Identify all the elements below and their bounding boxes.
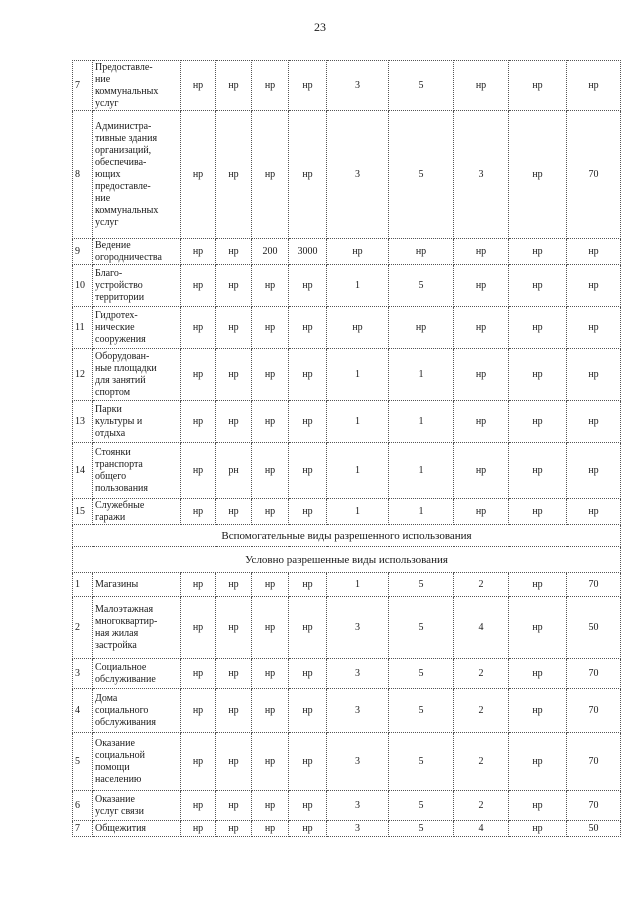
value-cell: нр [216,499,252,525]
value-cell: рн [216,443,252,499]
table-row [73,499,621,525]
use-type-name: Общежития [93,821,181,837]
value-cell: нр [216,733,252,791]
value-cell: нр [289,733,327,791]
row-number: 3 [73,659,93,689]
value-cell: нр [289,443,327,499]
value-cell: нр [454,239,509,265]
value-cell: 50 [567,821,621,837]
value-cell: нр [252,349,289,401]
value-cell: нр [509,401,567,443]
use-type-name: Оказание услуг связи [93,791,181,821]
value-cell: 5 [389,265,454,307]
row-number: 8 [73,111,93,239]
value-cell: нр [252,821,289,837]
value-cell: нр [181,265,216,307]
value-cell: нр [216,573,252,597]
value-cell: нр [454,443,509,499]
value-cell: 70 [567,733,621,791]
value-cell: нр [509,499,567,525]
value-cell: 2 [454,689,509,733]
row-number: 6 [73,791,93,821]
value-cell: 4 [454,821,509,837]
value-cell: нр [454,349,509,401]
value-cell: нр [252,689,289,733]
value-cell: 2 [454,791,509,821]
value-cell: 3 [327,597,389,659]
row-number: 9 [73,239,93,265]
value-cell: нр [509,821,567,837]
value-cell: нр [181,573,216,597]
value-cell: нр [181,733,216,791]
value-cell: нр [216,61,252,111]
value-cell: 1 [389,443,454,499]
value-cell: нр [509,61,567,111]
value-cell: нр [289,265,327,307]
value-cell: нр [181,791,216,821]
value-cell: нр [216,401,252,443]
page-number: 23 [314,20,326,34]
value-cell: 5 [389,597,454,659]
value-cell: нр [289,401,327,443]
value-cell: нр [567,349,621,401]
value-cell: 50 [567,597,621,659]
value-cell: нр [181,307,216,349]
value-cell: нр [181,499,216,525]
value-cell: нр [509,265,567,307]
row-number: 12 [73,349,93,401]
table-row [73,307,621,349]
value-cell: 200 [252,239,289,265]
use-type-name: Благо- устройство территории [93,265,181,307]
use-type-name: Служебные гаражи [93,499,181,525]
row-number: 13 [73,401,93,443]
value-cell: 1 [327,443,389,499]
use-type-name: Парки культуры и отдыха [93,401,181,443]
value-cell: нр [509,733,567,791]
value-cell: 1 [327,349,389,401]
value-cell: нр [509,573,567,597]
value-cell: 70 [567,689,621,733]
value-cell: нр [181,659,216,689]
regulations-table [72,60,621,837]
value-cell: нр [567,499,621,525]
value-cell: нр [289,111,327,239]
row-number: 1 [73,573,93,597]
value-cell: 3 [454,111,509,239]
value-cell: нр [216,821,252,837]
value-cell: нр [509,349,567,401]
value-cell: нр [509,791,567,821]
value-cell: нр [289,499,327,525]
use-type-name: Администра- тивные здания организаций, обеспечива- ющих предоставле- ние коммунальных услуг [93,111,181,239]
value-cell: нр [327,307,389,349]
value-cell: нр [181,821,216,837]
value-cell: нр [454,499,509,525]
value-cell: 5 [389,111,454,239]
value-cell: нр [216,239,252,265]
value-cell: 2 [454,733,509,791]
value-cell: 5 [389,659,454,689]
value-cell: нр [509,239,567,265]
section-title: Вспомогательные виды разрешенного использования [73,525,621,547]
value-cell: 3 [327,791,389,821]
use-type-name: Оборудован- ные площадки для занятий спортом [93,349,181,401]
value-cell: нр [509,659,567,689]
value-cell: нр [389,307,454,349]
value-cell: нр [289,61,327,111]
value-cell: 3 [327,821,389,837]
value-cell: нр [454,61,509,111]
value-cell: нр [289,573,327,597]
value-cell: 3 [327,689,389,733]
value-cell: нр [252,573,289,597]
use-type-name: Ведение огородничества [93,239,181,265]
use-type-name: Оказание социальной помощи населению [93,733,181,791]
row-number: 4 [73,689,93,733]
table-row [73,239,621,265]
value-cell: 3 [327,733,389,791]
section-row [73,525,621,547]
value-cell: нр [252,733,289,791]
table-row [73,733,621,791]
value-cell: 1 [327,265,389,307]
table-row [73,689,621,733]
row-number: 14 [73,443,93,499]
value-cell: нр [181,401,216,443]
value-cell: 1 [389,499,454,525]
value-cell: 5 [389,61,454,111]
value-cell: нр [252,307,289,349]
value-cell: нр [454,401,509,443]
value-cell: нр [216,307,252,349]
value-cell: нр [454,307,509,349]
value-cell: нр [252,265,289,307]
value-cell: нр [289,791,327,821]
use-type-name: Предоставле- ние коммунальных услуг [93,61,181,111]
row-number: 7 [73,821,93,837]
value-cell: нр [181,597,216,659]
value-cell: нр [252,61,289,111]
value-cell: нр [454,265,509,307]
table-row [73,401,621,443]
row-number: 2 [73,597,93,659]
value-cell: нр [252,499,289,525]
row-number: 7 [73,61,93,111]
value-cell: 1 [327,499,389,525]
value-cell: нр [509,443,567,499]
value-cell: нр [289,659,327,689]
value-cell: нр [289,689,327,733]
value-cell: нр [181,61,216,111]
table-row [73,443,621,499]
value-cell: нр [216,597,252,659]
use-type-name: Малоэтажная многоквартир- ная жилая застройка [93,597,181,659]
row-number: 10 [73,265,93,307]
value-cell: нр [181,111,216,239]
value-cell: 5 [389,733,454,791]
value-cell: 5 [389,573,454,597]
value-cell: нр [252,597,289,659]
value-cell: 1 [389,349,454,401]
use-type-name: Социальное обслуживание [93,659,181,689]
value-cell: 3 [327,111,389,239]
value-cell: нр [216,791,252,821]
value-cell: 3 [327,659,389,689]
table-row [73,61,621,111]
value-cell: нр [389,239,454,265]
table-row [73,573,621,597]
value-cell: 1 [327,573,389,597]
table-row [73,265,621,307]
value-cell: нр [289,349,327,401]
value-cell: нр [181,349,216,401]
value-cell: 70 [567,573,621,597]
section-row [73,547,621,573]
value-cell: нр [509,111,567,239]
use-type-name: Магазины [93,573,181,597]
use-type-name: Стоянки транспорта общего пользования [93,443,181,499]
value-cell: нр [216,689,252,733]
value-cell: нр [289,307,327,349]
value-cell: 70 [567,111,621,239]
value-cell: 1 [327,401,389,443]
value-cell: нр [289,597,327,659]
value-cell: нр [567,307,621,349]
table-row [73,349,621,401]
value-cell: нр [181,689,216,733]
value-cell: нр [289,821,327,837]
row-number: 5 [73,733,93,791]
value-cell: нр [252,443,289,499]
table-body [73,61,621,837]
use-type-name: Гидротех- нические сооружения [93,307,181,349]
value-cell: нр [252,791,289,821]
value-cell: 2 [454,659,509,689]
section-title: Условно разрешенные виды использования [73,547,621,573]
value-cell: нр [252,111,289,239]
value-cell: нр [509,597,567,659]
table-row [73,597,621,659]
value-cell: нр [252,401,289,443]
value-cell: нр [567,61,621,111]
value-cell: нр [327,239,389,265]
value-cell: 5 [389,791,454,821]
value-cell: нр [216,349,252,401]
value-cell: 1 [389,401,454,443]
row-number: 11 [73,307,93,349]
value-cell: 4 [454,597,509,659]
value-cell: нр [567,401,621,443]
value-cell: 2 [454,573,509,597]
value-cell: 3000 [289,239,327,265]
row-number: 15 [73,499,93,525]
value-cell: нр [216,265,252,307]
use-type-name: Дома социального обслуживания [93,689,181,733]
value-cell: 5 [389,689,454,733]
value-cell: нр [181,239,216,265]
value-cell: нр [509,689,567,733]
value-cell: 3 [327,61,389,111]
table-row [73,659,621,689]
value-cell: нр [252,659,289,689]
value-cell: нр [567,239,621,265]
value-cell: нр [509,307,567,349]
value-cell: нр [567,265,621,307]
table-row [73,791,621,821]
value-cell: нр [181,443,216,499]
value-cell: нр [216,659,252,689]
value-cell: 5 [389,821,454,837]
value-cell: 70 [567,791,621,821]
table-row [73,111,621,239]
value-cell: нр [216,111,252,239]
table-row [73,821,621,837]
value-cell: нр [567,443,621,499]
value-cell: 70 [567,659,621,689]
